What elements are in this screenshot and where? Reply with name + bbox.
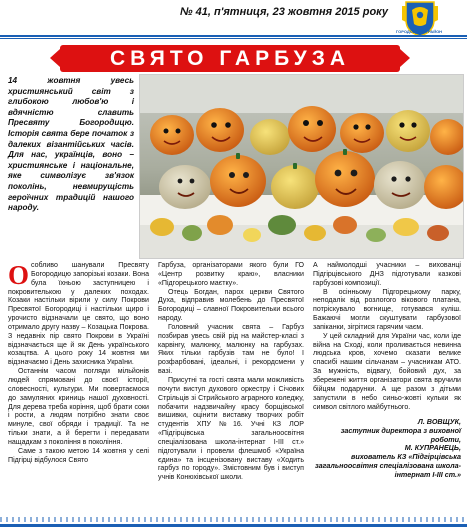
author-2-role: вихователь КЗ «Підгірцівська загальноосвітня спеціалізована школа-інтернат І-ІІІ ст.» xyxy=(314,452,461,479)
article-column-1 xyxy=(8,262,149,465)
article-column-3 xyxy=(313,262,461,479)
paragraph: А наймолодші учасники – вихованці Підгірцівського ДНЗ підготували казкові гарбузові композиції. xyxy=(313,262,461,287)
footer-rule xyxy=(0,524,467,527)
pumpkin-photo xyxy=(139,74,464,259)
paragraph: Останнім часом погляди мільйонів людей спрямовані до своєї історії, словесності, культури. Ми повертаємося до замуляних криниць нашої духовності. Для дерева треба коріння, щоб брати соки і рости, а людям потрібно знати своє минуле, свої обряди і традиції. Та не тільки знати, а й берегти і передавати нащадкам з покоління в покоління. xyxy=(8,368,149,446)
author-2-name: М. КУПРАНЕЦЬ, xyxy=(404,443,461,453)
crest-caption: ГОРОДОЦЬКИЙ РАЙОН xyxy=(395,29,443,34)
paragraph: У цей складний для України час, коли іде війна на Сході, коли проливається невинна людська кров, хочемо сказати велике спасибі нашим сільчанам – учасникам АТО. За мужність, відвагу, бойовий дух, за збережені життя організатори свята вручили бійцям подарунки. А ще разом з дітьми запустили в небо синьо-жовті кульки як символ світлого майбутнього. xyxy=(313,332,461,411)
author-1-role: заступник директора з виховної роботи, xyxy=(340,426,461,444)
header-rule-thin xyxy=(0,38,467,39)
article-column-2 xyxy=(158,262,304,483)
paragraph: Отець Богдан, парох церкви Святого Духа, відправив молебень до Пресвятої Богородиці – славної Покровительки всього народу. xyxy=(158,288,304,323)
paragraph: Головний учасник свята – Гарбуз позбирав увесь свій рід на майстер-класі з карвінгу, малюнку, малюнку на гарбузах. Яких тільки гарбузів там не було! І розфарбовані, ідеальні, і рекордсмени у вазі. xyxy=(158,323,304,376)
drop-cap: О xyxy=(8,260,30,290)
paragraph: В осінньому Підгорецькому парку, неподалік від розлогого вікового платана, потріскувало вогнище, готувався куліш. Бажаючі могли скуштувати гарбузової запіканки, зігрітися гарячим чаєм. xyxy=(313,288,461,331)
header-rule xyxy=(0,35,467,37)
article-title: СВЯТО ГАРБУЗА xyxy=(109,47,351,70)
article-lead: 14 жовтня увесь християнський світ з глибокою любов'ю і вдячністю славить Пресвяту Богородицю. Історія свята бере початок з далеких візантійських часів. Для нас, українців, воно – християнське і національне, яке символізує зв'язок поколінь, невмирущість героїчних традицій нашого народу. xyxy=(8,76,134,213)
paragraph: Присутні та гості свята мали можливість почути виступ духового оркестру і Січових Стрільців зі Стрийського аграрного коледжу, побачити надзвичайну красу борщівської вишивки, оцінити виставку творчих робіт студентів ХПУ №16. Учні КЗ ЛОР «Підгірцівська загальноосвітня спеціалізована школа-інтернат І-ІІІ ст.» підготували і провели флешмоб «Україна єдина» та інсценізовану виставу «Ходить гарбуз по городу». Змістовним був і виступ учнів Конюхівської школи. xyxy=(158,376,304,482)
paragraph: Особливо шанували Пресвяту Богородицю запорізькі козаки. Вона була їхньою заступницею і покровителькою у далеких походах. Козаки настільки вірили у силу Покрови Пресвятої Богородиці і настільки щиро і урочисто відзначали це свято, що воно отримало другу назву – Козацька Покрова. З недавніх пір свято Покрови в Україні відзначається ще й як День українського козацтва. А цього року 14 жовтня ми відзначаємо і День захисника України. xyxy=(8,260,149,367)
paragraph: Саме з такою метою 14 жовтня у селі Підгірці відбулося Свято xyxy=(8,447,149,464)
issue-date-line: № 41, п'ятниця, 23 жовтня 2015 року xyxy=(179,6,388,18)
banner-left-arrow xyxy=(50,49,60,67)
pumpkin-photo-image xyxy=(140,75,464,259)
title-banner xyxy=(60,45,400,72)
banner-right-arrow xyxy=(400,49,410,67)
paragraph: Гарбуза, організаторами якого були ГО «Центр розвитку краю», власники «Підгорецького маєтку». xyxy=(158,262,304,287)
footer-dotted-rule xyxy=(0,517,467,522)
author-1-name: Л. ВОВЩУК, xyxy=(417,417,461,427)
page-header xyxy=(0,0,467,40)
